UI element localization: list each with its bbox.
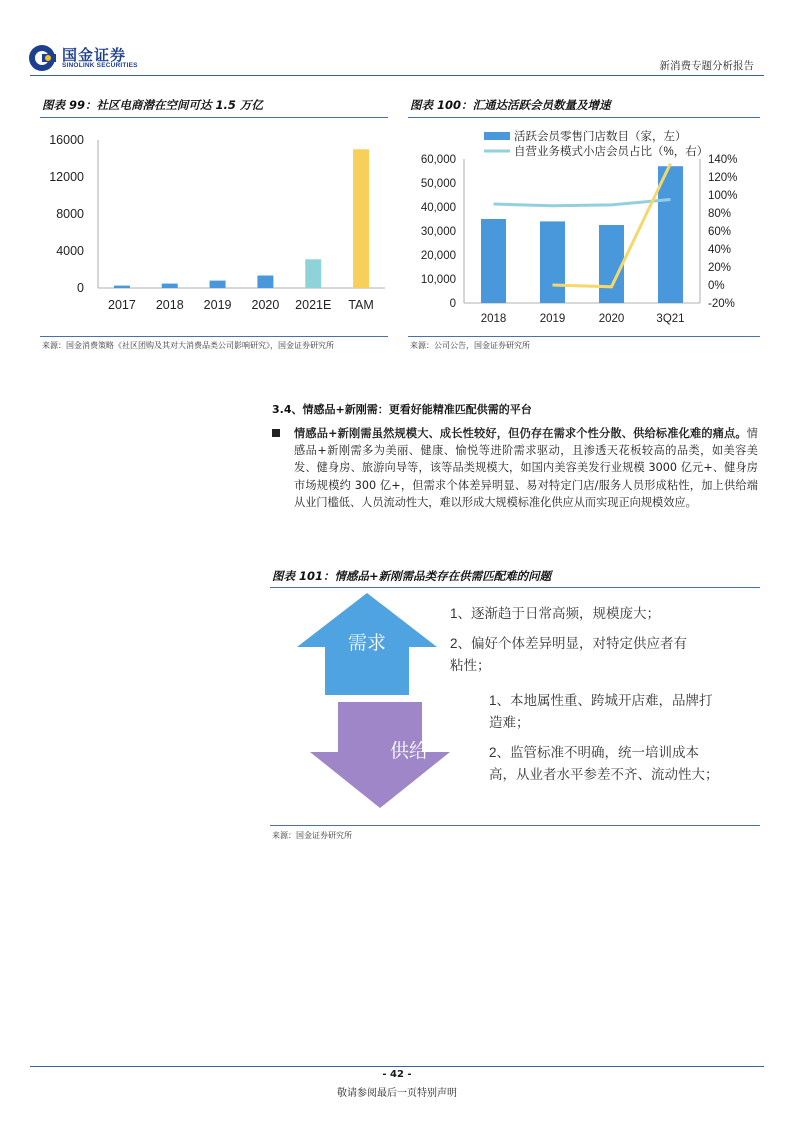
fig100-right-tick-label: 140% [708,154,738,166]
fig100-right-tick-label: -20% [708,298,735,310]
fig99-top-rule [40,117,388,118]
fig100-x-tick-label: 2018 [480,313,507,325]
fig99-y-tick-label: 16000 [49,133,84,147]
fig100-right-tick-label: 0% [708,280,725,292]
fig101-title: 图表 101：情感品+新刚需品类存在供需匹配难的问题 [272,569,552,583]
logo-chinese-name: 国金证券 [62,46,127,64]
fig100-bottom-rule [408,336,760,337]
bullet-text [272,425,758,511]
report-title: 新消费专题分析报告 [659,60,754,72]
page-number: - 42 - [382,1069,412,1080]
supply-label: 供给 [390,741,429,762]
fig99-x-tick-label: 2019 [203,298,232,312]
fig101-top-rule [270,587,760,588]
fig100-left-tick-label: 0 [449,298,456,310]
fig100-source: 来源：公司公告，国金证券研究所 [410,341,530,350]
fig99-y-tick-label: 4000 [56,244,84,258]
fig99-x-tick-label: 2018 [155,298,184,312]
fig99-bar [353,149,369,288]
disclaimer: 敬请参阅最后一页特别声明 [337,1088,457,1099]
logo-mark-icon [28,44,56,72]
fig99-bar [305,259,321,288]
fig99-bar-chart [40,125,390,320]
fig100-share-line [494,200,671,206]
fig100-right-tick-label: 40% [708,244,732,256]
fig100-left-tick-label: 30,000 [420,226,456,238]
demand-point-2: 2、偏好个体差异明显，对特定供应者有粘性； [450,636,688,673]
fig99-title: 图表 99：社区电商潜在空间可达 1.5 万亿 [42,98,263,112]
fig100-right-tick-label: 100% [708,190,738,202]
fig99-bar [257,276,273,288]
fig99-x-tick-label: 2021E [295,298,332,312]
fig100-legend-bar-swatch [484,132,510,140]
fig99-y-tick-label: 0 [77,281,84,295]
fig100-left-tick-label: 10,000 [420,274,456,286]
bullet-bold-lead: 情感品+新刚需虽然规模大、成长性较好，但仍存在需求个性分散、供给标准化难的痛点。 [294,427,747,440]
fig99-y-tick-label: 12000 [49,170,84,184]
fig100-x-tick-label: 3Q21 [656,313,685,325]
fig100-right-tick-label: 80% [708,208,732,220]
fig100-x-tick-label: 2019 [539,313,566,325]
fig101-bottom-rule [270,825,760,826]
fig99-x-tick-label: 2017 [108,298,136,312]
fig100-bar [599,225,624,303]
fig100-legend-bar-label: 活跃会员零售门店数目（家，左） [514,131,687,143]
logo-english-name: SINOLINK SECURITIES [62,62,138,69]
fig100-top-rule [408,117,760,118]
fig99-bottom-rule [40,336,388,337]
bullet-square-icon [272,429,280,437]
fig100-left-tick-label: 50,000 [420,178,456,190]
section-heading: 3.4、情感品+新刚需：更看好能精准匹配供需的平台 [272,403,532,416]
fig99-x-tick-label: TAM [348,298,374,312]
company-logo [28,44,158,74]
fig101-source: 来源：国金证券研究所 [272,831,352,840]
fig100-left-tick-label: 20,000 [420,250,456,262]
fig100-bar [658,166,683,303]
fig100-right-tick-label: 20% [708,262,732,274]
fig99-bar [162,284,178,288]
supply-point-1: 1、本地属性重、跨城开店难，品牌打造难； [489,693,713,730]
supply-point-2: 2、监管标准不明确，统一培训成本高，从业者水平参差不齐、流动性大； [489,745,719,782]
demand-label: 需求 [348,633,387,654]
fig100-bar [481,219,506,303]
fig99-bar [210,281,226,288]
fig99-bar [114,286,130,288]
bullet-paragraph [272,425,758,511]
fig99-y-tick-label: 8000 [56,207,84,221]
bullet-body: 情感品+新刚需多为美丽、健康、愉悦等进阶需求驱动，且渗透天花板较高的品类，如美容美发、健身房、旅游向导等，该等品类规模大，如国内美容美发行业规模 3000 亿元+、健身房市场规模约 300 亿+，但需求个体差异明显、易对特定门店/服务人员形成粘性，加上供给端从业门槛低、人员流动性大，难以形成大规模标准化供应从而实现正向规模效应。 [294,427,758,509]
fig100-left-tick-label: 60,000 [420,154,456,166]
fig100-title: 图表 100：汇通达活跃会员数量及增速 [410,98,611,112]
fig100-x-tick-label: 2020 [598,313,625,325]
fig100-bar [540,221,565,303]
footer-divider [30,1066,764,1067]
fig100-right-tick-label: 60% [708,226,732,238]
supply-down-arrow-icon [310,702,450,808]
fig99-x-tick-label: 2020 [251,298,280,312]
header-divider [30,75,764,76]
fig100-combo-chart [408,122,762,332]
demand-point-1: 1、逐渐趋于日常高频，规模庞大； [450,606,661,621]
fig100-legend-line-label: 自营业务模式小店会员占比（%，右） [514,146,709,158]
fig99-source: 来源：国金消费策略《社区团购及其对大消费品类公司影响研究》，国金证券研究所 [42,341,334,350]
fig100-right-tick-label: 120% [708,172,738,184]
fig100-left-tick-label: 40,000 [420,202,456,214]
